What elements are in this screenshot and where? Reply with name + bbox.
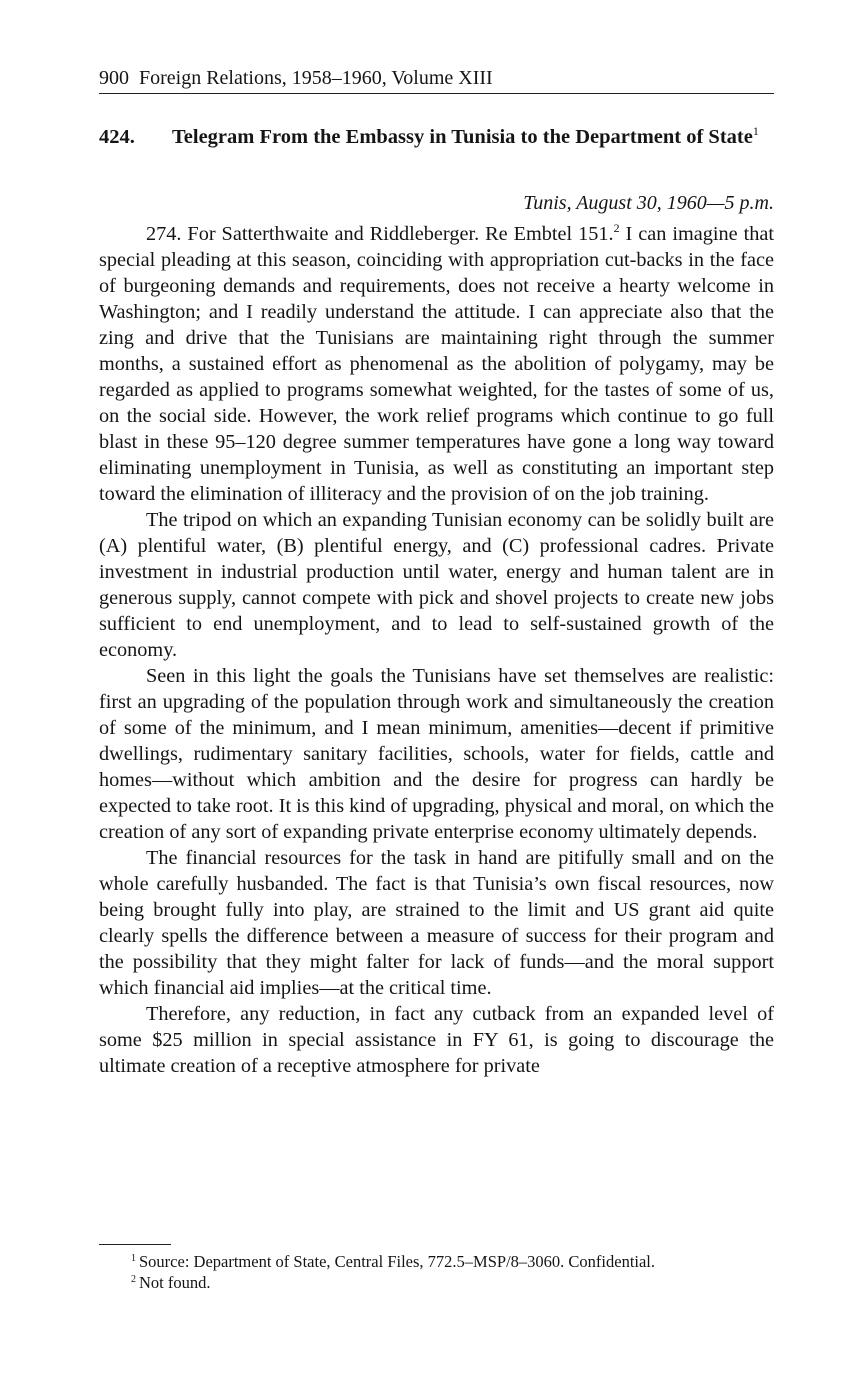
paragraph-3: Seen in this light the goals the Tunisians have set themselves are realistic: first an upgrading of the population through work and simultaneously the creation of some of the minimum, and I mean minimum, amenities—decent if primitive dwellings, rudimentary sanitary facilities, schools, water for fields, cattle and homes—without which ambition and the desire for progress can hardly be expected to take root. It is this kind of upgrading, physical and moral, on which the creation of any sort of expanding private enterprise economy ultimately depends. [99,665,774,843]
footnote-1 [99,1251,774,1272]
paragraph-5: Therefore, any reduction, in fact any cutback from an expanded level of some $25 million in special assistance in FY 61, is going to discourage the ultimate creation of a receptive atmosphere for private [99,1003,774,1077]
paragraph-1-start: 274. For Satterthwaite and Riddleberger. Re Embtel 151. [146,223,614,245]
telegram-body [99,221,774,1079]
paragraph-1 [99,221,774,507]
document-heading [99,125,774,150]
footnotes [99,1244,774,1293]
footnote-mark: 1 [131,1252,136,1264]
footnote-text: Not found. [139,1273,211,1292]
document-title: Telegram From the Embassy in Tunisia to the Department of State [172,126,753,148]
footnote-2 [99,1272,774,1293]
footnote-ref-1: 1 [752,124,759,139]
document-number: 424. [99,126,135,148]
running-head [99,66,774,94]
footnote-rule [99,1244,171,1245]
paragraph-2: The tripod on which an expanding Tunisian economy can be solidly built are (A) plentiful water, (B) plentiful energy, and (C) professional cadres. Private investment in industrial production until water, energy and human talent are in generous supply, cannot compete with pick and shovel projects to create new jobs sufficient to end unemployment, and to lead to self-sustained growth of the economy. [99,509,774,661]
document-title-block [172,125,774,150]
footnote-ref-2: 2 [613,221,620,236]
paragraph-1-rest: I can imagine that special pleading at this season, coinciding with appropriation cut-backs in the face of burgeoning demands and requirements, does not receive a hearty welcome in Washington; and I readily understand the attitude. I can appreciate also that the zing and drive that the Tunisians are maintaining right through the summer months, a sustained effort as phenomenal as the abolition of polygamy, may be regarded as applied to programs somewhat weighted, for the tastes of some of us, on the social side. However, the work relief programs which continue to go full blast in these 95–120 degree summer temperatures have gone a long way toward eliminating unemployment in Tunisia, as well as constituting an important step toward the elimination of illiteracy and the provision of on the job training. [99,223,774,505]
footnote-mark: 2 [131,1273,136,1285]
footnote-text: Source: Department of State, Central Files, 772.5–MSP/8–3060. Confidential. [139,1252,656,1271]
dateline: Tunis, August 30, 1960—5 p.m. [523,192,774,214]
page-number: 900 [99,67,129,89]
series-title: Foreign Relations, 1958–1960, Volume XIII [139,67,493,89]
page [99,66,774,1079]
paragraph-4: The financial resources for the task in hand are pitifully small and on the whole carefully husbanded. The fact is that Tunisia’s own fiscal resources, now being brought fully into play, are strained to the limit and US grant aid quite clearly spells the difference between a measure of success for their program and the possibility that they might falter for lack of funds—and the moral support which financial aid implies—at the critical time. [99,847,774,999]
